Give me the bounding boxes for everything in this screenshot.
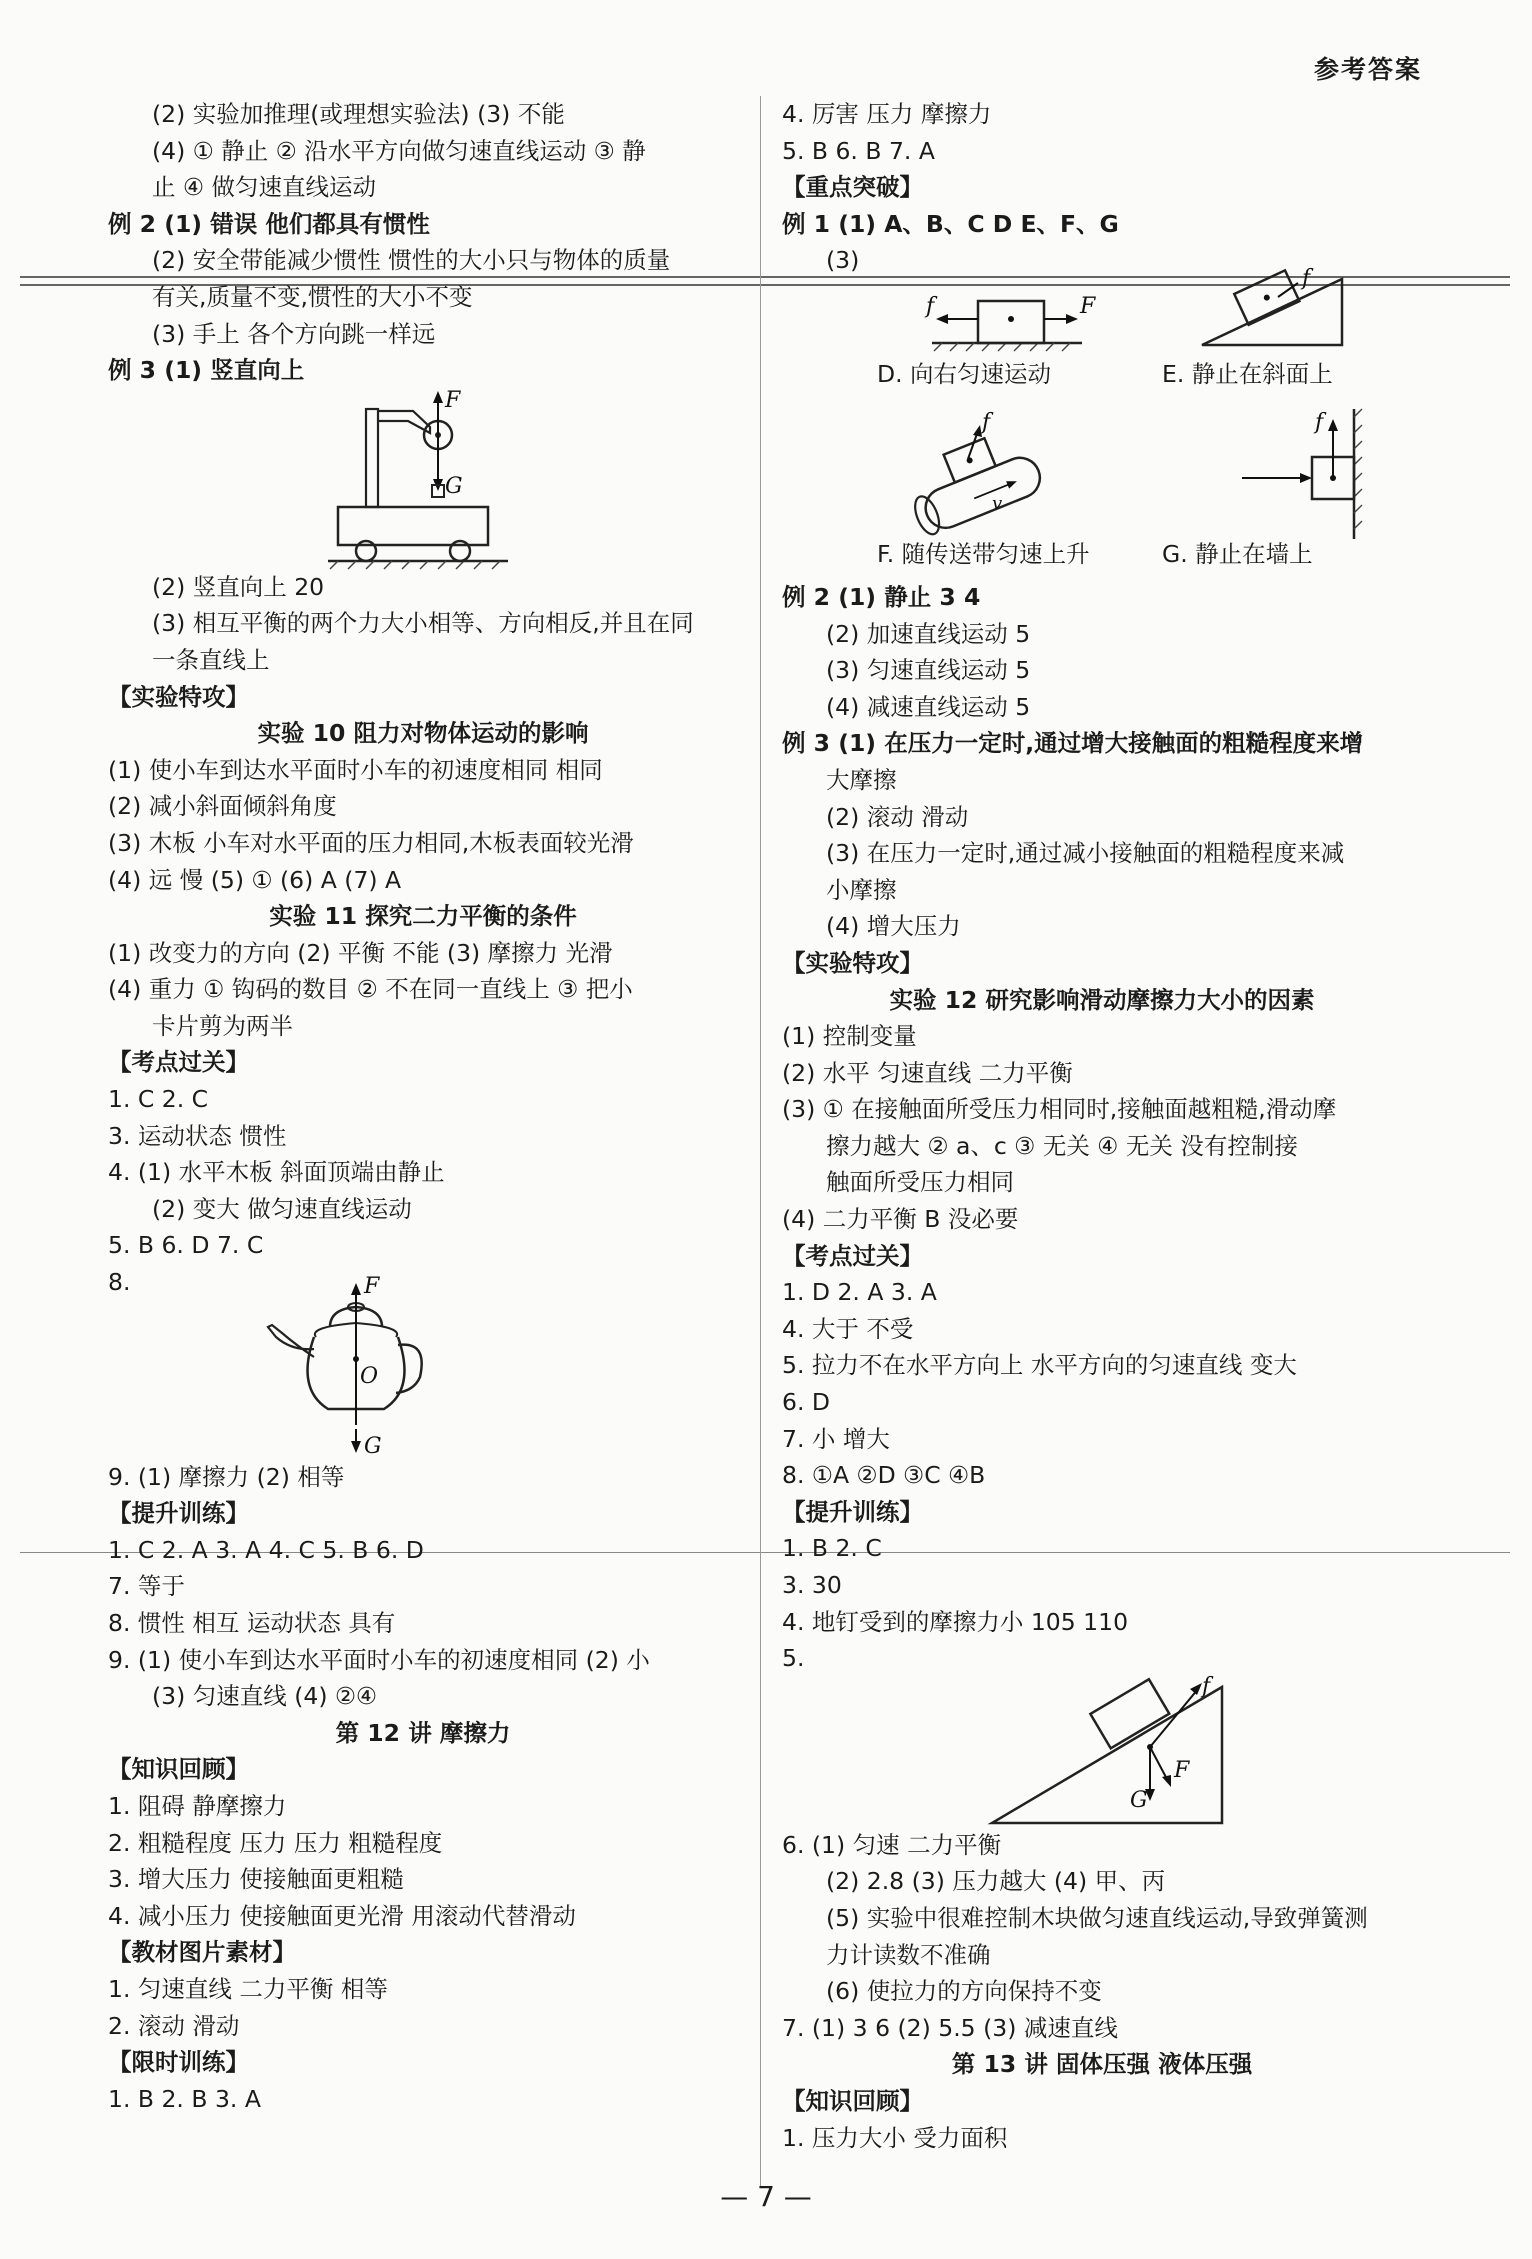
left-block-c (108, 1459, 738, 2118)
incline-friction-label: f (1202, 1673, 1211, 1699)
text-line: 5. B 6. D 7. C (108, 1231, 264, 1260)
crane-force-F-label: F (445, 387, 461, 413)
text-line: 2. 粗糙程度 压力 压力 粗糙程度 (108, 1828, 443, 1857)
text-line: (4) 远 慢 (5) ① (6) A (7) A (108, 865, 402, 894)
text-line: (3) 匀速直线 (4) ②④ (152, 1682, 378, 1711)
text-line: (2) 变大 做匀速直线运动 (152, 1194, 412, 1223)
text-line: 3. 增大压力 使接触面更粗糙 (108, 1865, 404, 1894)
incline-force-label: F (1174, 1757, 1190, 1783)
text-line: (3) 在压力一定时,通过减小接触面的粗糙程度来减 (826, 839, 1345, 868)
text-line: 小摩擦 (826, 875, 897, 904)
text-line: 【实验特攻】 (782, 948, 923, 977)
text-line: 【提升训练】 (108, 1499, 249, 1528)
text-line: 例 2 (1) 错误 他们都具有惯性 (108, 209, 430, 238)
text-line: (4) 重力 ① 钩码的数目 ② 不在同一直线上 ③ 把小 (108, 975, 633, 1004)
text-line: (3) (826, 246, 860, 275)
text-line: 5. B 6. B 7. A (782, 136, 935, 165)
figure-teapot (108, 1273, 738, 1429)
text-line: 止 ④ 做匀速直线运动 (152, 173, 377, 202)
text-line: (4) 增大压力 (826, 912, 961, 941)
page-header-title: 参考答案 (1313, 55, 1422, 84)
text-line: (4) ① 静止 ② 沿水平方向做匀速直线运动 ③ 静 (152, 136, 646, 165)
text-line: 【提升训练】 (782, 1497, 923, 1526)
text-line: 1. 匀速直线 二力平衡 相等 (108, 1974, 388, 2003)
text-line: 1. 阻碍 静摩擦力 (108, 1791, 287, 1820)
text-line: (1) 改变力的方向 (2) 平衡 不能 (3) 摩擦力 光滑 (108, 938, 613, 967)
text-line: 触面所受压力相同 (826, 1168, 1014, 1197)
right-block-c (782, 1827, 1422, 2156)
left-block-a (108, 96, 738, 389)
text-line: (3) 相互平衡的两个力大小相等、方向相反,并且在同 (152, 609, 694, 638)
text-line: 例 2 (1) 静止 3 4 (782, 582, 981, 611)
text-line: 【教材图片素材】 (108, 1938, 296, 1967)
left-block-b (108, 569, 738, 1301)
case-D-force-label: F (1080, 293, 1096, 319)
right-column (782, 96, 1422, 2156)
case-F-friction-label: f (982, 409, 991, 435)
text-line: 【实验特攻】 (108, 682, 249, 711)
text-line: (6) 使拉力的方向保持不变 (826, 1977, 1102, 2006)
text-line: 一条直线上 (152, 645, 270, 674)
column-divider (760, 96, 761, 2186)
text-line: 7. 等于 (108, 1572, 185, 1601)
text-line: (1) 使小车到达水平面时小车的初速度相同 相同 (108, 755, 603, 784)
text-line: (1) 控制变量 (782, 1022, 917, 1051)
friction-cases-diagram (782, 265, 1422, 579)
right-block-b (782, 579, 1422, 1677)
text-line: (2) 水平 匀速直线 二力平衡 (782, 1058, 1073, 1087)
text-line: 5. (782, 1644, 805, 1673)
text-line: (2) 加速直线运动 5 (826, 619, 1031, 648)
text-line: 【知识回顾】 (108, 1755, 249, 1784)
caption-G: G. 静止在墙上 (1162, 539, 1313, 568)
text-line: (3) 手上 各个方向跳一样远 (152, 319, 436, 348)
teapot-gravity-arrow (108, 1429, 738, 1459)
text-line: (5) 实验中很难控制木块做匀速直线运动,导致弹簧测 (826, 1903, 1368, 1932)
text-line: 1. 压力大小 受力面积 (782, 2123, 1008, 2152)
text-line: 实验 12 研究影响滑动摩擦力大小的因素 (889, 985, 1315, 1014)
text-line: 6. D (782, 1388, 830, 1417)
text-line: 【考点过关】 (782, 1241, 923, 1270)
text-line: 4. 厉害 压力 摩擦力 (782, 100, 992, 128)
case-D-friction-label: f (926, 293, 935, 319)
right-block-a (782, 96, 1422, 279)
figure-incline-block (782, 1673, 1422, 1827)
case-E-friction-label: f (1302, 265, 1311, 291)
case-F-velocity-label: v (992, 492, 1003, 514)
text-line: 卡片剪为两半 (152, 1011, 293, 1040)
text-line: (2) 实验加推理(或理想实验法) (3) 不能 (152, 100, 565, 128)
incline-block-diagram (782, 1673, 1422, 1827)
teapot-center-O-label: O (360, 1363, 379, 1389)
text-line: (4) 二力平衡 B 没必要 (782, 1205, 1019, 1234)
caption-F: F. 随传送带匀速上升 (877, 539, 1090, 568)
text-line: 8. (108, 1268, 131, 1297)
text-line: (3) 匀速直线运动 5 (826, 656, 1031, 685)
text-line: 有关,质量不变,惯性的大小不变 (152, 282, 473, 311)
left-column (108, 96, 738, 2117)
crane-cart-diagram (108, 389, 738, 569)
text-line: 例 1 (1) A、B、C D E、F、G (782, 209, 1119, 238)
text-line: 9. (1) 摩擦力 (2) 相等 (108, 1462, 345, 1491)
text-line: (2) 减小斜面倾斜角度 (108, 792, 337, 821)
text-line: (3) ① 在接触面所受压力相同时,接触面越粗糙,滑动摩 (782, 1095, 1337, 1124)
text-line: 8. 惯性 相互 运动状态 具有 (108, 1609, 396, 1637)
incline-gravity-label: G (1130, 1787, 1148, 1813)
page-number: — 7 — (720, 2180, 812, 2213)
text-line: 4. (1) 水平木板 斜面顶端由静止 (108, 1158, 445, 1187)
caption-E: E. 静止在斜面上 (1162, 359, 1333, 388)
text-line: 7. (1) 3 6 (2) 5.5 (3) 减速直线 (782, 2013, 1118, 2042)
text-line: (2) 滚动 滑动 (826, 802, 969, 831)
text-line: 1. C 2. C (108, 1085, 209, 1114)
text-line: 2. 滚动 滑动 (108, 2011, 240, 2040)
text-line: 【考点过关】 (108, 1048, 249, 1077)
text-line: (3) 木板 小车对水平面的压力相同,木板表面较光滑 (108, 828, 634, 857)
text-line: (2) 安全带能减少惯性 惯性的大小只与物体的质量 (152, 246, 671, 275)
text-line: 第 13 讲 固体压强 液体压强 (951, 2050, 1253, 2079)
text-line: 【知识回顾】 (782, 2086, 923, 2115)
text-line: 例 3 (1) 在压力一定时,通过增大接触面的粗糙程度来增 (782, 729, 1364, 758)
text-line: 实验 11 探究二力平衡的条件 (269, 902, 577, 931)
text-line: 6. (1) 匀速 二力平衡 (782, 1830, 1002, 1859)
text-line: 3. 运动状态 惯性 (108, 1121, 287, 1150)
teapot-force-G-label: G (364, 1433, 382, 1459)
text-line: 1. C 2. A 3. A 4. C 5. B 6. D (108, 1535, 424, 1564)
text-line: 【限时训练】 (108, 2048, 249, 2077)
text-line: 5. 拉力不在水平方向上 水平方向的匀速直线 变大 (782, 1351, 1297, 1380)
text-line: 【重点突破】 (782, 173, 923, 202)
text-line: 1. B 2. B 3. A (108, 2084, 261, 2113)
teapot-G-row (108, 1429, 738, 1459)
text-line: 力计读数不准确 (826, 1940, 991, 1969)
text-line: 第 12 讲 摩擦力 (335, 1718, 511, 1747)
text-line: (4) 减速直线运动 5 (826, 692, 1031, 721)
text-line: 4. 减小压力 使接触面更光滑 用滚动代替滑动 (108, 1901, 576, 1930)
text-line: 1. D 2. A 3. A (782, 1278, 937, 1307)
text-line: 8. ①A ②D ③C ④B (782, 1461, 986, 1490)
text-line: 1. B 2. C (782, 1534, 882, 1563)
text-line: 实验 10 阻力对物体运动的影响 (257, 719, 589, 748)
text-line: (2) 竖直向上 20 (152, 572, 325, 601)
text-line: 大摩擦 (826, 765, 897, 794)
crane-force-G-label: G (445, 473, 463, 499)
case-G-friction-label: f (1315, 409, 1324, 435)
caption-D: D. 向右匀速运动 (877, 359, 1052, 388)
teapot-diagram (108, 1273, 738, 1429)
text-line: 4. 地钉受到的摩擦力小 105 110 (782, 1607, 1129, 1636)
teapot-force-F-label: F (364, 1273, 380, 1299)
text-line: (2) 2.8 (3) 压力越大 (4) 甲、丙 (826, 1867, 1166, 1896)
text-line: 3. 30 (782, 1571, 842, 1599)
figure-friction-cases (782, 265, 1422, 579)
text-line: 擦力越大 ② a、c ③ 无关 ④ 无关 没有控制接 (826, 1131, 1298, 1160)
text-line: 4. 大于 不受 (782, 1314, 914, 1343)
figure-crane-cart (108, 389, 738, 569)
text-line: 7. 小 增大 (782, 1424, 890, 1453)
text-line: 9. (1) 使小车到达水平面时小车的初速度相同 (2) 小 (108, 1645, 650, 1674)
text-line: 例 3 (1) 竖直向上 (108, 356, 305, 385)
